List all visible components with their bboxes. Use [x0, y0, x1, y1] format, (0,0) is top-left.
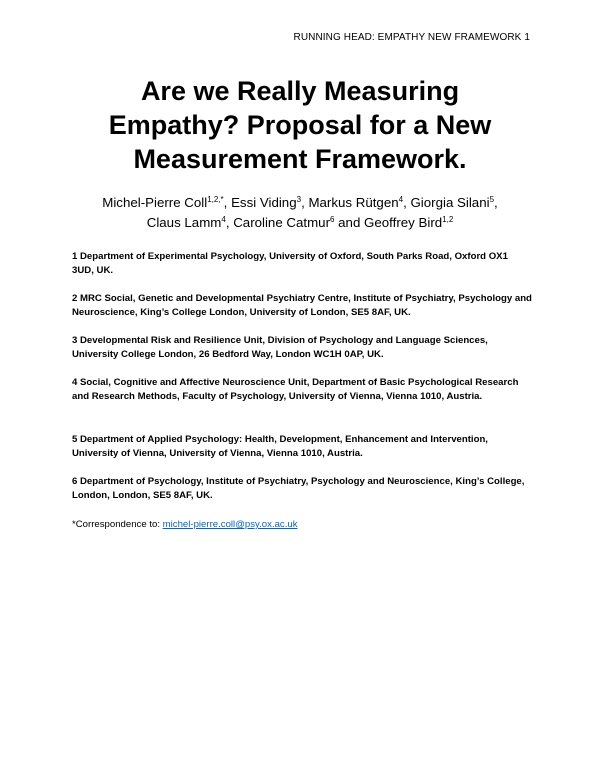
author-name: Geoffrey Bird: [364, 215, 443, 230]
title-line: Are we Really Measuring: [140, 76, 460, 106]
author-separator: ,: [225, 215, 234, 230]
author-affiliation-marker: 6: [330, 215, 335, 224]
author-name: Caroline Catmur: [233, 215, 331, 230]
correspondence-email-link[interactable]: michel-pierre.coll@psy.ox.ac.uk: [162, 519, 298, 530]
title-line: Empathy? Proposal for a New: [108, 110, 492, 140]
affiliation-4: 4 Social, Cognitive and Affective Neuroscience Unit, Department of Basic Psychological Research and Research Methods, Faculty of Psychology, University of Vienna, Vienna 1010, Austria.: [72, 377, 519, 403]
author-name: Michel-Pierre Coll: [102, 195, 208, 210]
title-line: Measurement Framework.: [133, 144, 467, 174]
author-separator: ,: [223, 195, 232, 210]
author-separator: ,: [403, 195, 411, 210]
affiliation-6: 6 Department of Psychology, Institute of Psychiatry, Psychology and Neuroscience, King’s College, London, London, SE5 8AF, UK.: [72, 476, 525, 502]
affiliation-3: 3 Developmental Risk and Resilience Unit, Division of Psychology and Language Sciences, University College London, 26 Bedford Way, London WC1H 0AP, UK.: [72, 335, 488, 361]
author-affiliation-marker: 4: [221, 215, 226, 224]
author-affiliation-marker: 4: [398, 195, 404, 204]
author-name: Essi Viding: [231, 195, 297, 210]
affiliation-2: 2 MRC Social, Genetic and Developmental Psychiatry Centre, Institute of Psychiatry, Psychology and Neuroscience, King’s College London, University of London, SE5 8AF, UK.: [72, 293, 532, 319]
author-separator: and: [334, 215, 365, 230]
correspondence: [72, 518, 298, 532]
author-separator: ,: [494, 195, 498, 210]
author-name: Giorgia Silani: [410, 195, 490, 210]
author-affiliation-marker: 1,2,*: [207, 195, 224, 204]
author-list: [60, 193, 540, 233]
author-name: Markus Rütgen: [308, 195, 399, 210]
author-affiliation-marker: 5: [489, 195, 495, 204]
author-separator: ,: [301, 195, 309, 210]
author-affiliation-marker: 1,2: [442, 215, 454, 224]
author-affiliation-marker: 3: [296, 195, 302, 204]
affiliation-5: 5 Department of Applied Psychology: Health, Development, Enhancement and Intervention, University of Vienna, University of Vienna, Vienna 1010, Austria.: [72, 434, 488, 460]
affiliation-1: 1 Department of Experimental Psychology, University of Oxford, South Parks Road, Oxford OX1 3UD, UK.: [72, 251, 508, 277]
running-head: RUNNING HEAD: EMPATHY NEW FRAMEWORK 1: [293, 32, 530, 43]
paper-title: [60, 74, 540, 176]
correspondence-label: *Correspondence to:: [72, 519, 163, 530]
author-name: Claus Lamm: [146, 215, 222, 230]
